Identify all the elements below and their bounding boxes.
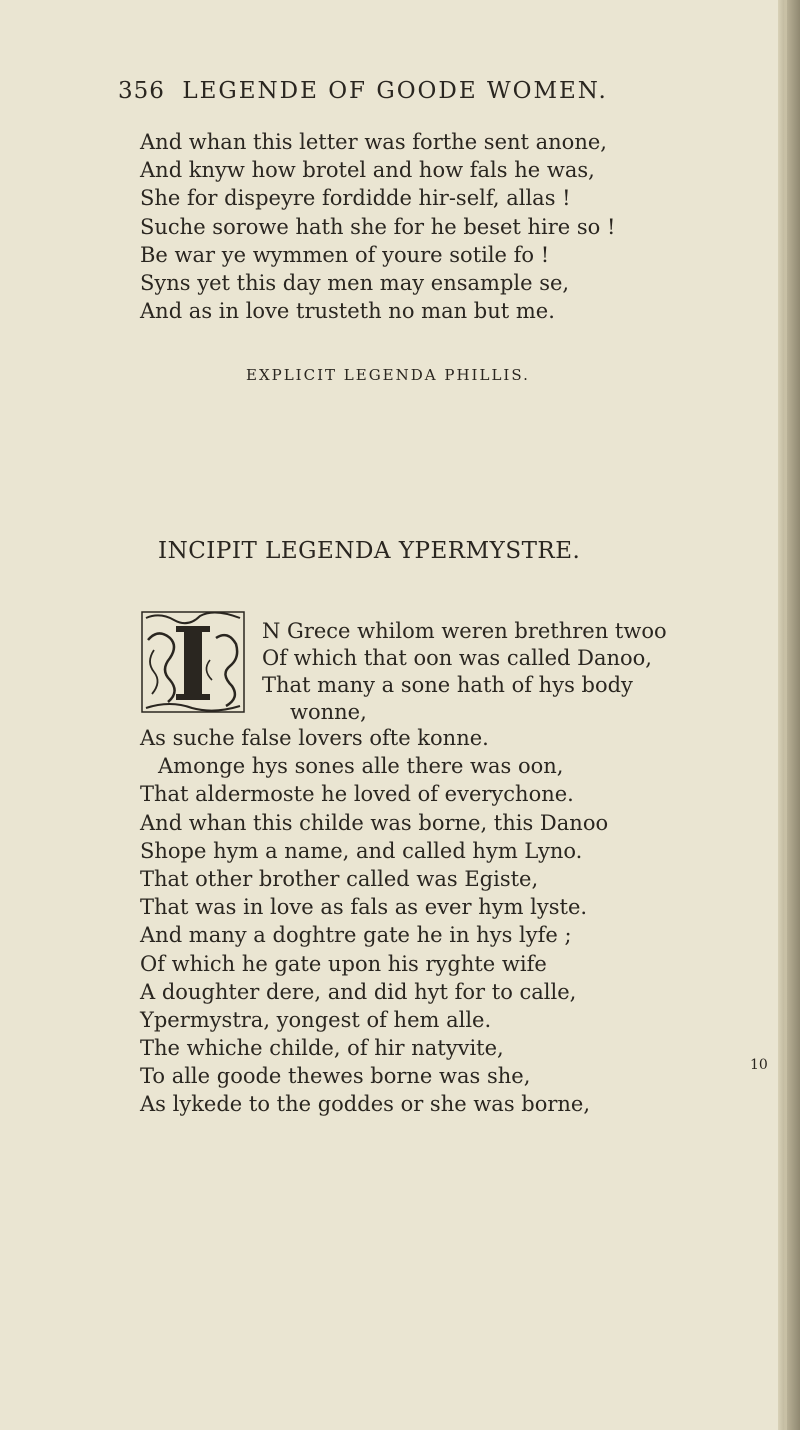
verse-line: That many a sone hath of hys body [262, 673, 633, 697]
verse-line: Suche sorowe hath she for he beset hire so ! [140, 214, 616, 239]
verse-line: Ypermystra, yongest of hem alle. [140, 1007, 492, 1032]
verse-line: Shope hym a name, and called hym Lyno. [140, 838, 583, 863]
verse-line: That other brother called was Egiste, [140, 866, 539, 891]
verse-line: That was in love as fals as ever hym lyste. [140, 895, 588, 920]
verse-line: As lykede to the goddes or she was borne, [140, 1092, 591, 1117]
opening-lines [262, 618, 782, 726]
hypermnestra-stanza [140, 724, 760, 1119]
verse-line-continuation: wonne, [290, 700, 367, 724]
verse-line: And whan this childe was borne, this Danoo [140, 810, 609, 835]
line-number: 10 [750, 1057, 768, 1073]
verse-line: The whiche childe, of hir natyvite, [140, 1036, 504, 1061]
page-number: 356 [118, 78, 165, 104]
verse-line: Amonge hys sones alle there was oon, [158, 754, 564, 779]
incipit-heading: INCIPIT LEGENDA YPERMYSTRE. [158, 538, 581, 564]
verse-line: Be war ye wymmen of youre sotile fo ! [140, 242, 550, 267]
explicit-line: EXPLICIT LEGENDA PHILLIS. [246, 366, 530, 384]
verse-line: And whan this letter was forthe sent anone, [140, 130, 607, 154]
verse-line: Of which he gate upon his ryghte wife [140, 951, 547, 976]
verse-line: She for dispeyre fordidde hir-self, allas ! [140, 186, 571, 211]
running-head [118, 78, 678, 114]
verse-line: And as in love trusteth no man but me. [140, 299, 555, 324]
verse-line: N Grece whilom weren brethren twoo [262, 619, 667, 643]
phyllis-ending-stanza [140, 128, 760, 325]
verse-line: As suche false lovers ofte konne. [140, 726, 489, 750]
decorated-initial [140, 610, 246, 714]
verse-line: And knyw how brotel and how fals he was, [140, 158, 595, 183]
verse-line: To alle goode thewes borne was she, [140, 1064, 531, 1089]
verse-line: And many a doghtre gate he in hys lyfe ; [140, 923, 572, 948]
decorated-initial-graphic [140, 610, 246, 714]
verse-line: That aldermoste he loved of everychone. [140, 782, 574, 807]
verse-line: Of which that oon was called Danoo, [262, 646, 652, 670]
verse-line: Syns yet this day men may ensample se, [140, 270, 570, 295]
running-title: LEGENDE OF GOODE WOMEN. [182, 78, 608, 104]
verse-line: A doughter dere, and did hyt for to calle, [140, 979, 577, 1004]
